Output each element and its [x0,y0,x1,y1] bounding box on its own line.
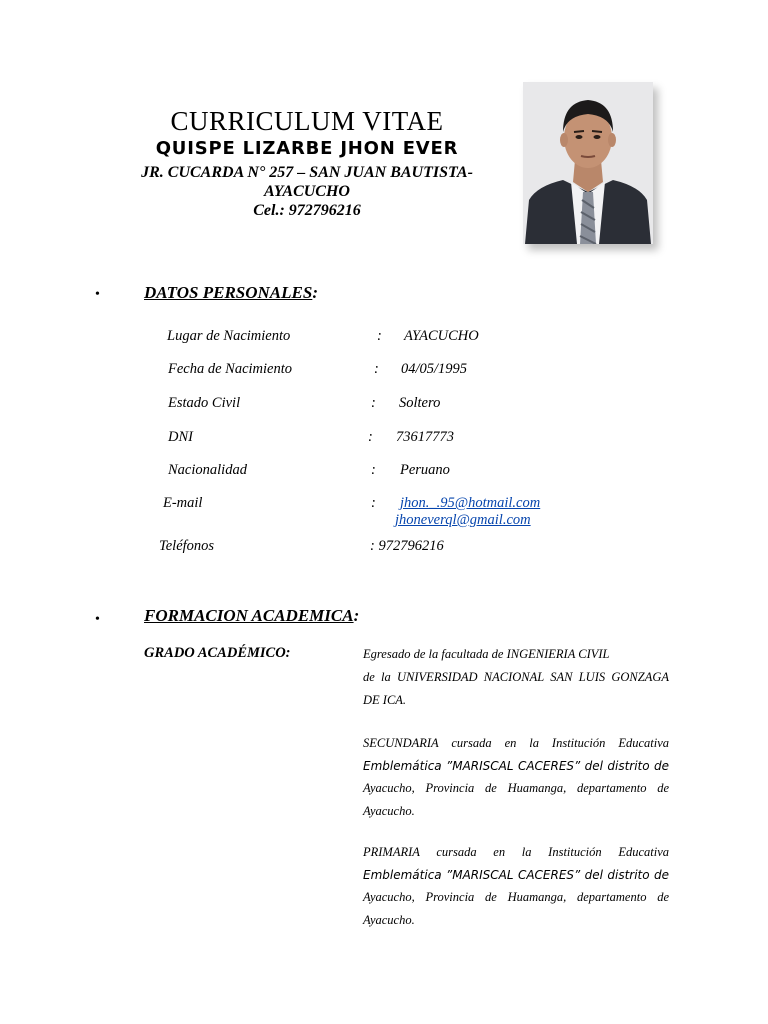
label-fecha-nacimiento: Fecha de Nacimiento [168,361,293,377]
page-title: CURRICULUM VITAE [170,106,444,136]
full-name: QUISPE LIZARBE JHON EVER [155,138,459,159]
section-heading-personal-colon: : [312,283,318,302]
bullet-icon: • [95,287,100,302]
egresado-line1: Egresado de la facultada de INGENIERIA CIVIL [363,647,610,661]
bullet-icon: • [95,612,100,627]
value-lugar-nacimiento: AYACUCHO [404,328,479,344]
sep-lugar-nacimiento: : [377,328,382,344]
paragraph-secundaria [363,732,669,822]
label-email: E-mail [163,495,203,511]
section-heading-personal [144,283,318,303]
paragraph-egresado-rest [363,666,669,711]
value-fecha-nacimiento: 04/05/1995 [401,361,468,377]
phone-line: Cel.: 972796216 [253,202,361,219]
profile-photo-illustration [523,82,653,244]
label-telefonos: Teléfonos [159,538,215,554]
section-heading-personal-text: DATOS PERSONALES [144,283,313,302]
email-link-hotmail[interactable]: jhon._.95@hotmail.com [400,495,541,511]
value-nacionalidad: Peruano [400,462,450,478]
value-estado-civil: Soltero [399,395,441,411]
label-estado-civil: Estado Civil [168,395,241,411]
primaria-lead: PRIMARIA cursada en la Institución Educativa [363,845,669,859]
section-heading-education [144,606,359,626]
value-dni: 73617773 [396,429,454,445]
label-dni: DNI [168,429,193,445]
grado-academico-label: GRADO ACADÉMICO: [144,645,291,661]
paragraph-primaria [363,841,669,931]
secundaria-mid: Emblemática ”MARISCAL CACERES” del distrito de [363,758,669,773]
sep-fecha-nacimiento: : [374,361,379,377]
primaria-mid: Emblemática ”MARISCAL CACERES” del distrito de [363,867,669,882]
secundaria-rest: Ayacucho, Provincia de Huamanga, departamento de Ayacucho. [363,781,669,818]
primaria-rest: Ayacucho, Provincia de Huamanga, departamento de Ayacucho. [363,890,669,927]
sep-nacionalidad: : [371,462,376,478]
egresado-line2: de la UNIVERSIDAD NACIONAL SAN LUIS GONZAGA DE ICA. [363,670,669,707]
label-nacionalidad: Nacionalidad [168,462,247,478]
sep-dni: : [368,429,373,445]
secundaria-lead: SECUNDARIA cursada en la Institución Educativa [363,736,669,750]
sep-email: : [371,495,376,511]
profile-photo [523,82,653,244]
value-telefonos: : 972796216 [370,538,444,554]
address-line-1: JR. CUCARDA N° 257 – SAN JUAN BAUTISTA- [141,164,473,181]
section-heading-education-colon: : [353,606,360,625]
sep-estado-civil: : [371,395,376,411]
label-lugar-nacimiento: Lugar de Nacimiento [167,328,291,344]
section-heading-education-text: FORMACION ACADEMICA [144,606,354,625]
address-line-2: AYACUCHO [264,183,350,200]
email-link-gmail[interactable]: jhoneverql@gmail.com [395,512,531,528]
paragraph-egresado-line1 [363,643,669,666]
